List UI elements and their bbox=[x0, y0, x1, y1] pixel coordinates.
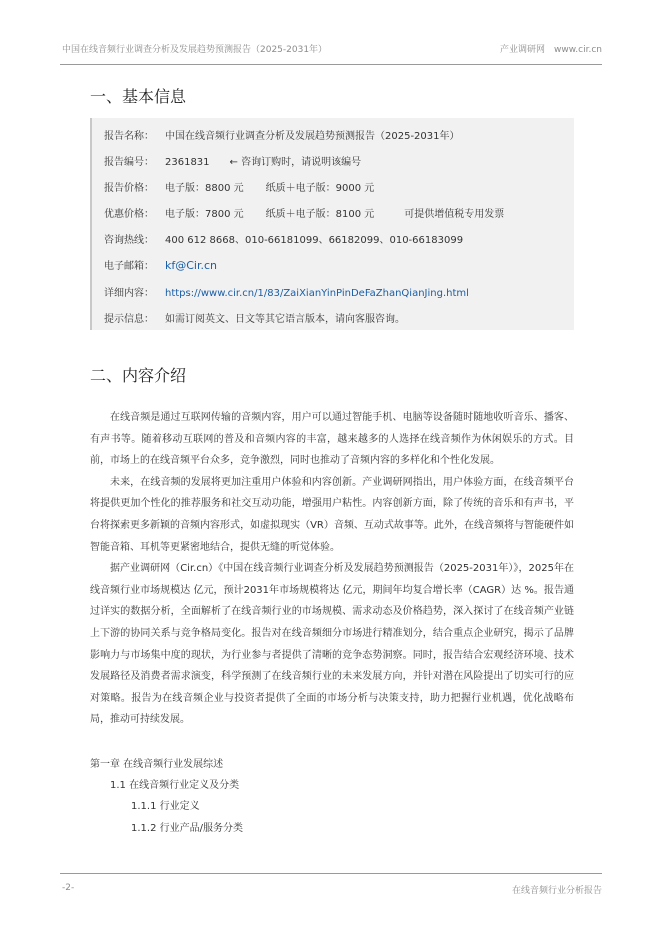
info-row-hotline bbox=[104, 231, 463, 246]
info-row-report-name bbox=[104, 127, 460, 142]
info-row-report-code bbox=[104, 153, 361, 168]
toc-chapter-1: 第一章 在线音频行业发展综述 bbox=[90, 759, 224, 770]
info-value: 电子版：7800 元 bbox=[165, 209, 244, 220]
info-label: 报告价格： bbox=[104, 183, 154, 194]
intro-paragraph-1: 在线音频是通过互联网传输的音频内容，用户可以通过智能手机、电脑等设备随时随地收听音乐、播客、有声书等。随着移动互联网的普及和音频内容的丰富，越来越多的人选择在线音频作为休闲娱乐的方式。目前，市场上的在线音频平台众多，竞争激烈，同时也推动了音频内容的多样化和个性化发展。 bbox=[90, 412, 574, 467]
basic-info-box bbox=[90, 118, 574, 330]
info-value: 中国在线音频行业调查分析及发展趋势预测报告（2025-2031年） bbox=[165, 131, 460, 142]
footer-label: 在线音频行业分析报告 bbox=[511, 886, 602, 896]
info-value: 2361831 bbox=[165, 157, 210, 168]
info-value: 如需订阅英文、日文等其它语言版本，请向客服咨询。 bbox=[165, 314, 405, 325]
info-value-2: 纸质＋电子版：8100 元 bbox=[265, 209, 375, 220]
intro-paragraph-2: 未来，在线音频的发展将更加注重用户体验和内容创新。产业调研网指出，用户体验方面，在线音频平台将提供更加个性化的推荐服务和社交互动功能，增强用户粘性。内容创新方面，除了传统的音乐和有声书，平台将探索更多新颖的音频内容形式，如虚拟现实（VR）音频、互动式故事等。此外，在线音频将与智能硬件如智能音箱、耳机等更紧密地结合，提供无缝的听觉体验。 bbox=[90, 476, 574, 553]
info-label: 报告名称： bbox=[104, 131, 154, 142]
header-doc-title: 中国在线音频行业调查分析及发展趋势预测报告（2025-2031年） bbox=[62, 45, 328, 55]
info-label: 详细内容： bbox=[104, 288, 154, 299]
section-title-content-intro: 二、内容介绍 bbox=[90, 366, 187, 385]
detail-url-link[interactable]: https://www.cir.cn/1/83/ZaiXianYinPinDeFaZhanQianJing.html bbox=[165, 288, 469, 299]
email-link[interactable]: kf@Cir.cn bbox=[165, 259, 218, 272]
toc-section-1-1-2: 1.1.2 行业产品/服务分类 bbox=[131, 823, 243, 834]
info-value: 400 612 8668、010-66181099、66182099、010-66183099 bbox=[165, 235, 464, 246]
info-row-tip bbox=[104, 310, 405, 325]
info-value-2: 纸质＋电子版：9000 元 bbox=[265, 183, 375, 194]
info-value: 电子版：8800 元 bbox=[165, 183, 244, 194]
info-label: 报告编号： bbox=[104, 157, 154, 168]
info-row-detail-url bbox=[104, 284, 469, 299]
toc-section-1-1: 1.1 在线音频行业定义及分类 bbox=[110, 780, 240, 791]
intro-paragraph-3: 据产业调研网（Cir.cn）《中国在线音频行业调查分析及发展趋势预测报告（2025-2031年）》，2025年在线音频行业市场规模达 亿元，预计2031年市场规模将达 亿元，期间年均复合增长率（CAGR）达 %。报告通过详实的数据分析，全面解析了在线音频行业的市场规模、需求动态及价格趋势，深入探讨了在线音频产业链上下游的协同关系与竞争格局变化。报告对在线音频细分市场进行精准划分，结合重点企业研究，揭示了品牌影响力与市场集中度的现状，为行业参与者提供了清晰的竞争态势洞察。同时，报告结合宏观经济环境、技术发展路径及消费者需求演变，科学预测了在线音频行业的未来发展方向，并针对潜在风险提出了切实可行的应对策略。报告为在线音频企业与投资者提供了全面的市场分析与决策支持，助力把握行业机遇，优化战略布局，推动可持续发展。 bbox=[90, 563, 574, 726]
info-row-price bbox=[104, 179, 374, 194]
info-label: 咨询热线： bbox=[104, 235, 154, 246]
info-row-email bbox=[104, 257, 217, 272]
header-site[interactable]: 产业调研网 www.cir.cn bbox=[500, 45, 602, 55]
info-label: 优惠价格： bbox=[104, 209, 154, 220]
info-note: ← 咨询订购时，请说明该编号 bbox=[229, 157, 362, 168]
content-intro-body bbox=[90, 407, 574, 731]
toc-section-1-1-1: 1.1.1 行业定义 bbox=[131, 801, 200, 812]
info-label: 电子邮箱： bbox=[104, 261, 154, 272]
page-number: -2- bbox=[62, 883, 75, 893]
section-title-basic-info: 一、基本信息 bbox=[90, 87, 187, 106]
info-value-3: 可提供增值税专用发票 bbox=[404, 209, 505, 220]
info-row-discount-price bbox=[104, 205, 504, 220]
footer-divider bbox=[60, 873, 602, 874]
info-label: 提示信息： bbox=[104, 314, 154, 325]
header-divider bbox=[60, 64, 602, 65]
